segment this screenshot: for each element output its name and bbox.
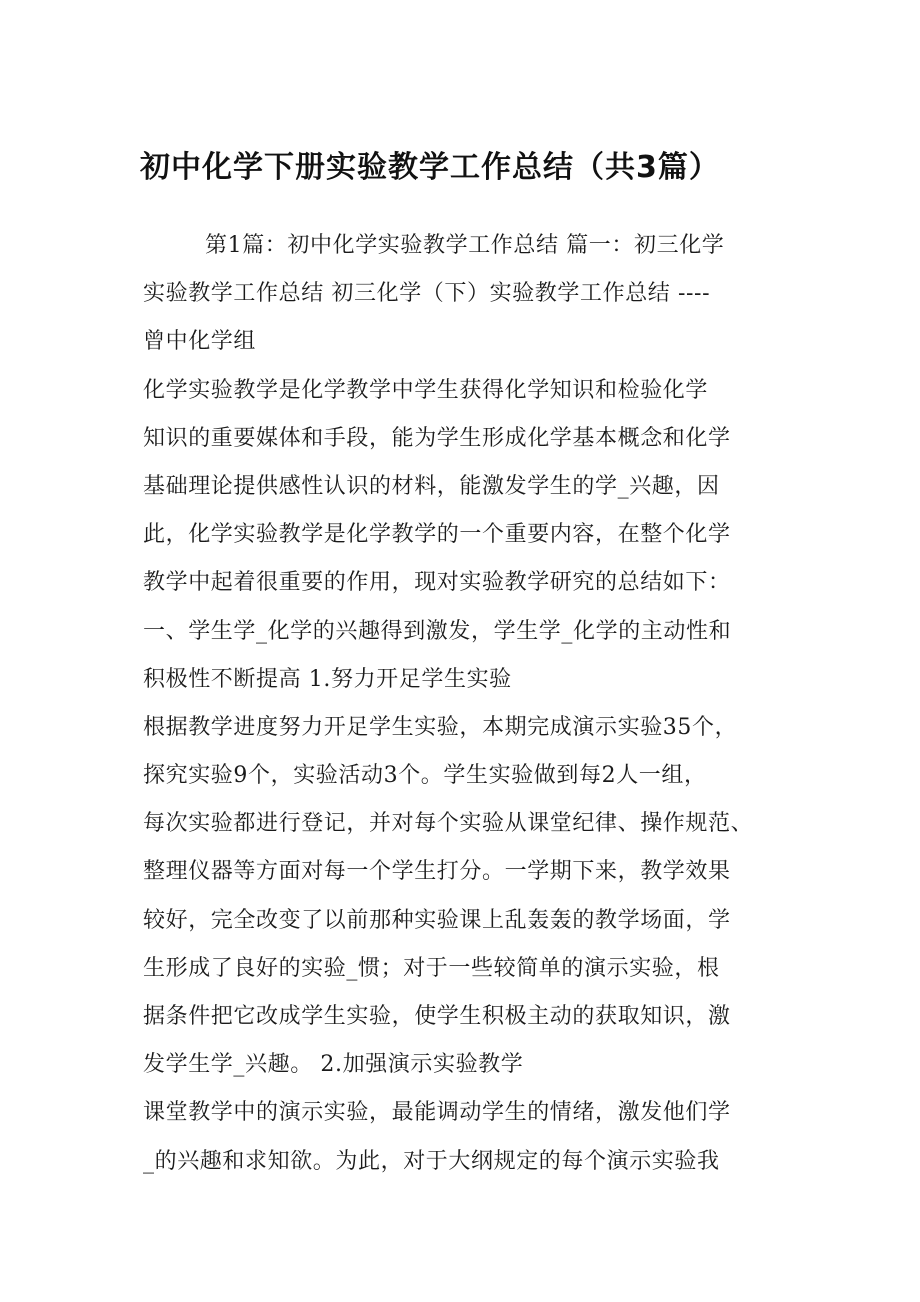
- body-line-15: 较好，完全改变了以前那种实验课上乱轰轰的教学场面，学: [143, 907, 731, 933]
- document-body: [143, 222, 793, 1186]
- body-line-3: 曾中化学组: [143, 329, 257, 355]
- body-line-6: 基础理论提供感性认识的材料，能激发学生的学_兴趣，因: [143, 473, 720, 499]
- body-line-1: 第1篇：初中化学实验教学工作总结 篇一：初三化学: [205, 233, 725, 258]
- body-line-17: 据条件把它改成学生实验，使学生积极主动的获取知识，激: [143, 1004, 731, 1029]
- body-line-7: 此，化学实验教学是化学教学的一个重要内容，在整个化学: [143, 522, 731, 548]
- body-line-5: 知识的重要媒体和手段，能为学生形成化学基本概念和化学: [143, 425, 731, 451]
- body-line-8: 教学中起着很重要的作用，现对实验教学研究的总结如下：: [143, 570, 731, 596]
- body-line-9: 一、学生学_化学的兴趣得到激发，学生学_化学的主动性和: [143, 618, 732, 644]
- body-line-11: 根据教学进度努力开足学生实验，本期完成演示实验35个，: [143, 714, 738, 740]
- document-title: 初中化学下册实验教学工作总结（共3篇）: [140, 150, 720, 185]
- body-line-20: _的兴趣和求知欲。为此，对于大纲规定的每个演示实验我: [143, 1148, 720, 1174]
- body-line-19: 课堂教学中的演示实验，最能调动学生的情绪，激发他们学: [143, 1100, 731, 1126]
- body-line-13: 每次实验都进行登记，并对每个实验从课堂纪律、操作规范、: [143, 811, 754, 837]
- body-line-18: 发学生学_兴趣。 2.加强演示实验教学: [143, 1052, 524, 1078]
- body-line-10: 积极性不断提高 1.努力开足学生实验: [143, 666, 512, 692]
- body-line-14: 整理仪器等方面对每一个学生打分。一学期下来，教学效果: [143, 859, 731, 885]
- body-line-12: 探究实验9个，实验活动3个。学生实验做到每2人一组，: [143, 763, 707, 789]
- body-line-4: 化学实验教学是化学教学中学生获得化学知识和检验化学: [143, 377, 709, 403]
- body-line-2: 实验教学工作总结 初三化学（下）实验教学工作总结 ----: [143, 281, 711, 307]
- body-line-16: 生形成了良好的实验_惯；对于一些较简单的演示实验，根: [143, 955, 720, 981]
